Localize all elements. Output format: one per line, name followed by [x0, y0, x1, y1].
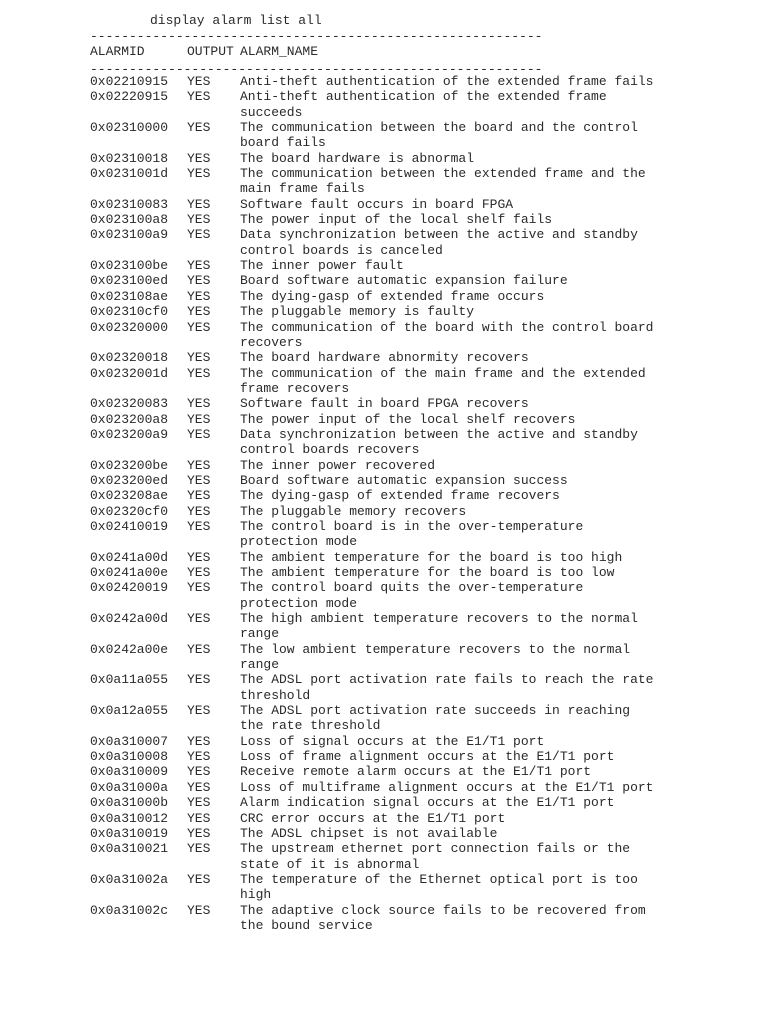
alarm-name: Board software automatic expansion success — [240, 472, 568, 488]
alarm-output: YES — [187, 319, 211, 335]
alarm-name: The communication between the board and the control board fails — [240, 120, 638, 151]
table-row — [0, 611, 768, 642]
alarm-id: 0x023200a8 — [90, 411, 169, 427]
alarm-id: 0x02210915 — [90, 74, 169, 89]
table-row — [0, 795, 768, 810]
alarm-id: 0x0a31000b — [90, 795, 169, 811]
alarm-id: 0x02310018 — [90, 150, 169, 166]
alarm-output: YES — [187, 258, 211, 274]
alarm-output: YES — [187, 273, 211, 289]
alarm-output: YES — [187, 902, 211, 918]
table-row — [0, 151, 768, 166]
alarm-output: YES — [187, 672, 211, 688]
alarm-id: 0x0232001d — [90, 365, 169, 381]
table-row — [0, 703, 768, 734]
alarm-output: YES — [187, 841, 211, 857]
alarm-output: YES — [187, 288, 211, 304]
alarm-output: YES — [187, 565, 211, 580]
table-row — [0, 227, 768, 258]
alarm-output: YES — [187, 120, 211, 136]
table-row — [0, 580, 768, 611]
alarm-name: The inner power recovered — [240, 457, 436, 473]
alarm-name: The board hardware is abnormal — [240, 150, 475, 166]
alarm-id: 0x0231001d — [90, 166, 169, 182]
alarm-id: 0x023200a9 — [90, 426, 169, 442]
alarm-output: YES — [187, 426, 211, 442]
alarm-output: YES — [187, 795, 211, 811]
header-output: OUTPUT — [187, 44, 234, 59]
alarm-output: YES — [187, 212, 211, 228]
alarm-name: The board hardware abnormity recovers — [240, 350, 529, 366]
alarm-name: Anti-theft authentication of the extended frame fails — [240, 74, 654, 89]
table-row — [0, 458, 768, 473]
alarm-id: 0x02410019 — [90, 518, 169, 534]
table-row — [0, 473, 768, 488]
alarm-id: 0x02220915 — [90, 89, 169, 105]
alarm-name: Loss of multiframe alignment occurs at the E1/T1 port — [240, 779, 654, 795]
alarm-output: YES — [187, 472, 211, 488]
alarm-name: Software fault in board FPGA recovers — [240, 396, 529, 412]
alarm-id: 0x02320cf0 — [90, 503, 169, 519]
alarm-id: 0x0a310019 — [90, 825, 169, 841]
alarm-output: YES — [187, 304, 211, 320]
alarm-name: The pluggable memory recovers — [240, 503, 467, 519]
table-row — [0, 304, 768, 319]
alarm-name: The communication of the main frame and the extended frame recovers — [240, 365, 646, 396]
table-row — [0, 258, 768, 273]
alarm-id: 0x0a11a055 — [90, 672, 169, 688]
table-row — [0, 273, 768, 288]
alarm-name: Receive remote alarm occurs at the E1/T1 port — [240, 764, 592, 780]
alarm-name: The power input of the local shelf recovers — [240, 411, 576, 427]
alarm-name: The control board quits the over-temperature protection mode — [240, 580, 584, 611]
table-row — [0, 212, 768, 227]
alarm-name: The control board is in the over-temperature protection mode — [240, 518, 584, 550]
alarm-name: Loss of signal occurs at the E1/T1 port — [240, 733, 545, 749]
alarm-output: YES — [187, 74, 211, 89]
alarm-name: The communication between the extended frame and the main frame fails — [240, 166, 646, 197]
table-row — [0, 427, 768, 458]
alarm-name: Data synchronization between the active and standby control boards is canceled — [240, 227, 638, 258]
alarm-id: 0x0a31002a — [90, 871, 169, 887]
table-row — [0, 89, 768, 120]
table-row — [0, 565, 768, 580]
table-row — [0, 764, 768, 779]
alarm-name: The ADSL chipset is not available — [240, 825, 498, 841]
header-alarmid: ALARMID — [90, 44, 145, 59]
alarm-output: YES — [187, 580, 211, 596]
alarm-output: YES — [187, 703, 211, 719]
alarm-output: YES — [187, 779, 211, 795]
alarm-id: 0x023100ed — [90, 273, 169, 289]
alarm-output: YES — [187, 611, 211, 627]
alarm-output: YES — [187, 411, 211, 427]
table-row — [0, 749, 768, 764]
command-line: display alarm list all — [150, 13, 322, 28]
alarm-output: YES — [187, 764, 211, 780]
alarm-name: The power input of the local shelf fails — [240, 212, 553, 228]
alarm-output: YES — [187, 350, 211, 366]
alarm-output: YES — [187, 196, 211, 212]
alarm-name: The dying-gasp of extended frame occurs — [240, 288, 545, 304]
table-row — [0, 488, 768, 503]
alarm-output: YES — [187, 166, 211, 182]
alarm-name: CRC error occurs at the E1/T1 port — [240, 810, 506, 826]
table-row — [0, 120, 768, 151]
table-row — [0, 504, 768, 519]
alarm-id: 0x0a310012 — [90, 810, 169, 826]
alarm-name: The high ambient temperature recovers to the normal range — [240, 611, 638, 642]
alarm-output: YES — [187, 488, 211, 504]
table-row — [0, 903, 768, 934]
alarm-id: 0x0a31002c — [90, 902, 169, 918]
alarm-output: YES — [187, 503, 211, 519]
alarm-id: 0x023208ae — [90, 488, 169, 504]
alarm-output: YES — [187, 733, 211, 749]
alarm-name: The ambient temperature for the board is too low — [240, 565, 615, 580]
alarm-id: 0x02310083 — [90, 196, 169, 212]
alarm-id: 0x02310000 — [90, 120, 169, 136]
alarm-id: 0x0241a00e — [90, 565, 169, 580]
alarm-id: 0x0a310008 — [90, 749, 169, 765]
alarm-name: Loss of frame alignment occurs at the E1/T1 port — [240, 749, 615, 765]
alarm-id: 0x0a310021 — [90, 841, 169, 857]
alarm-output: YES — [187, 457, 211, 473]
alarm-output: YES — [187, 871, 211, 887]
alarm-output: YES — [187, 825, 211, 841]
alarm-id: 0x023200be — [90, 457, 169, 473]
alarm-output: YES — [187, 518, 211, 534]
alarm-id: 0x0242a00e — [90, 641, 169, 657]
alarm-id: 0x0241a00d — [90, 549, 169, 565]
table-row — [0, 642, 768, 673]
separator-bottom: ---------------------------------------------------------- — [90, 65, 543, 75]
table-row — [0, 350, 768, 365]
alarm-name: The ADSL port activation rate fails to reach the rate threshold — [240, 672, 654, 703]
alarm-name: The low ambient temperature recovers to the normal range — [240, 641, 631, 673]
alarm-output: YES — [187, 641, 211, 657]
alarm-name: The ADSL port activation rate succeeds in reaching the rate threshold — [240, 703, 631, 734]
alarm-id: 0x0242a00d — [90, 611, 169, 627]
alarm-name: The dying-gasp of extended frame recovers — [240, 488, 560, 504]
alarm-name: Data synchronization between the active and standby control boards recovers — [240, 426, 638, 458]
alarm-id: 0x02320018 — [90, 350, 169, 366]
table-row — [0, 74, 768, 89]
alarm-output: YES — [187, 396, 211, 412]
table-row — [0, 519, 768, 550]
alarm-id: 0x02320000 — [90, 319, 169, 335]
alarm-id: 0x0a310007 — [90, 733, 169, 749]
alarm-output: YES — [187, 227, 211, 243]
alarm-output: YES — [187, 365, 211, 381]
alarm-output: YES — [187, 810, 211, 826]
alarm-output: YES — [187, 89, 211, 105]
table-row — [0, 166, 768, 197]
alarm-id: 0x0a12a055 — [90, 703, 169, 719]
alarm-id: 0x023100be — [90, 258, 169, 274]
alarm-name: The communication of the board with the control board recovers — [240, 319, 654, 350]
alarm-output: YES — [187, 549, 211, 565]
alarm-id: 0x0a310009 — [90, 764, 169, 780]
alarm-name: Anti-theft authentication of the extended frame succeeds — [240, 89, 607, 120]
alarm-id: 0x023200ed — [90, 472, 169, 488]
alarm-id: 0x023100a8 — [90, 212, 169, 228]
alarm-id: 0x023108ae — [90, 288, 169, 304]
alarm-id: 0x02320083 — [90, 396, 169, 412]
alarm-name: The temperature of the Ethernet optical port is too high — [240, 871, 638, 903]
alarm-id: 0x02420019 — [90, 580, 169, 596]
alarm-name: The inner power fault — [240, 258, 404, 274]
alarm-name: The upstream ethernet port connection fails or the state of it is abnormal — [240, 841, 631, 872]
table-row — [0, 550, 768, 565]
alarm-name: Software fault occurs in board FPGA — [240, 196, 514, 212]
table-row — [0, 826, 768, 841]
alarm-id: 0x023100a9 — [90, 227, 169, 243]
separator-top: ---------------------------------------------------------- — [90, 32, 543, 42]
table-row — [0, 734, 768, 749]
table-row — [0, 320, 768, 351]
table-row — [0, 289, 768, 304]
alarm-table — [0, 74, 768, 933]
alarm-id: 0x0a31000a — [90, 779, 169, 795]
table-row — [0, 672, 768, 703]
table-row — [0, 366, 768, 397]
alarm-name: Board software automatic expansion failure — [240, 273, 568, 289]
column-header — [0, 43, 768, 60]
alarm-name: The ambient temperature for the board is too high — [240, 549, 623, 565]
alarm-output: YES — [187, 749, 211, 765]
alarm-name: Alarm indication signal occurs at the E1/T1 port — [240, 795, 615, 811]
header-alarm-name: ALARM_NAME — [240, 44, 319, 59]
table-row — [0, 872, 768, 903]
table-row — [0, 841, 768, 872]
table-row — [0, 396, 768, 411]
table-row — [0, 811, 768, 826]
alarm-output: YES — [187, 150, 211, 166]
alarm-name: The pluggable memory is faulty — [240, 304, 475, 320]
table-row — [0, 197, 768, 212]
table-row — [0, 780, 768, 795]
alarm-name: The adaptive clock source fails to be recovered from the bound service — [240, 902, 646, 933]
alarm-id: 0x02310cf0 — [90, 304, 169, 320]
table-row — [0, 412, 768, 427]
